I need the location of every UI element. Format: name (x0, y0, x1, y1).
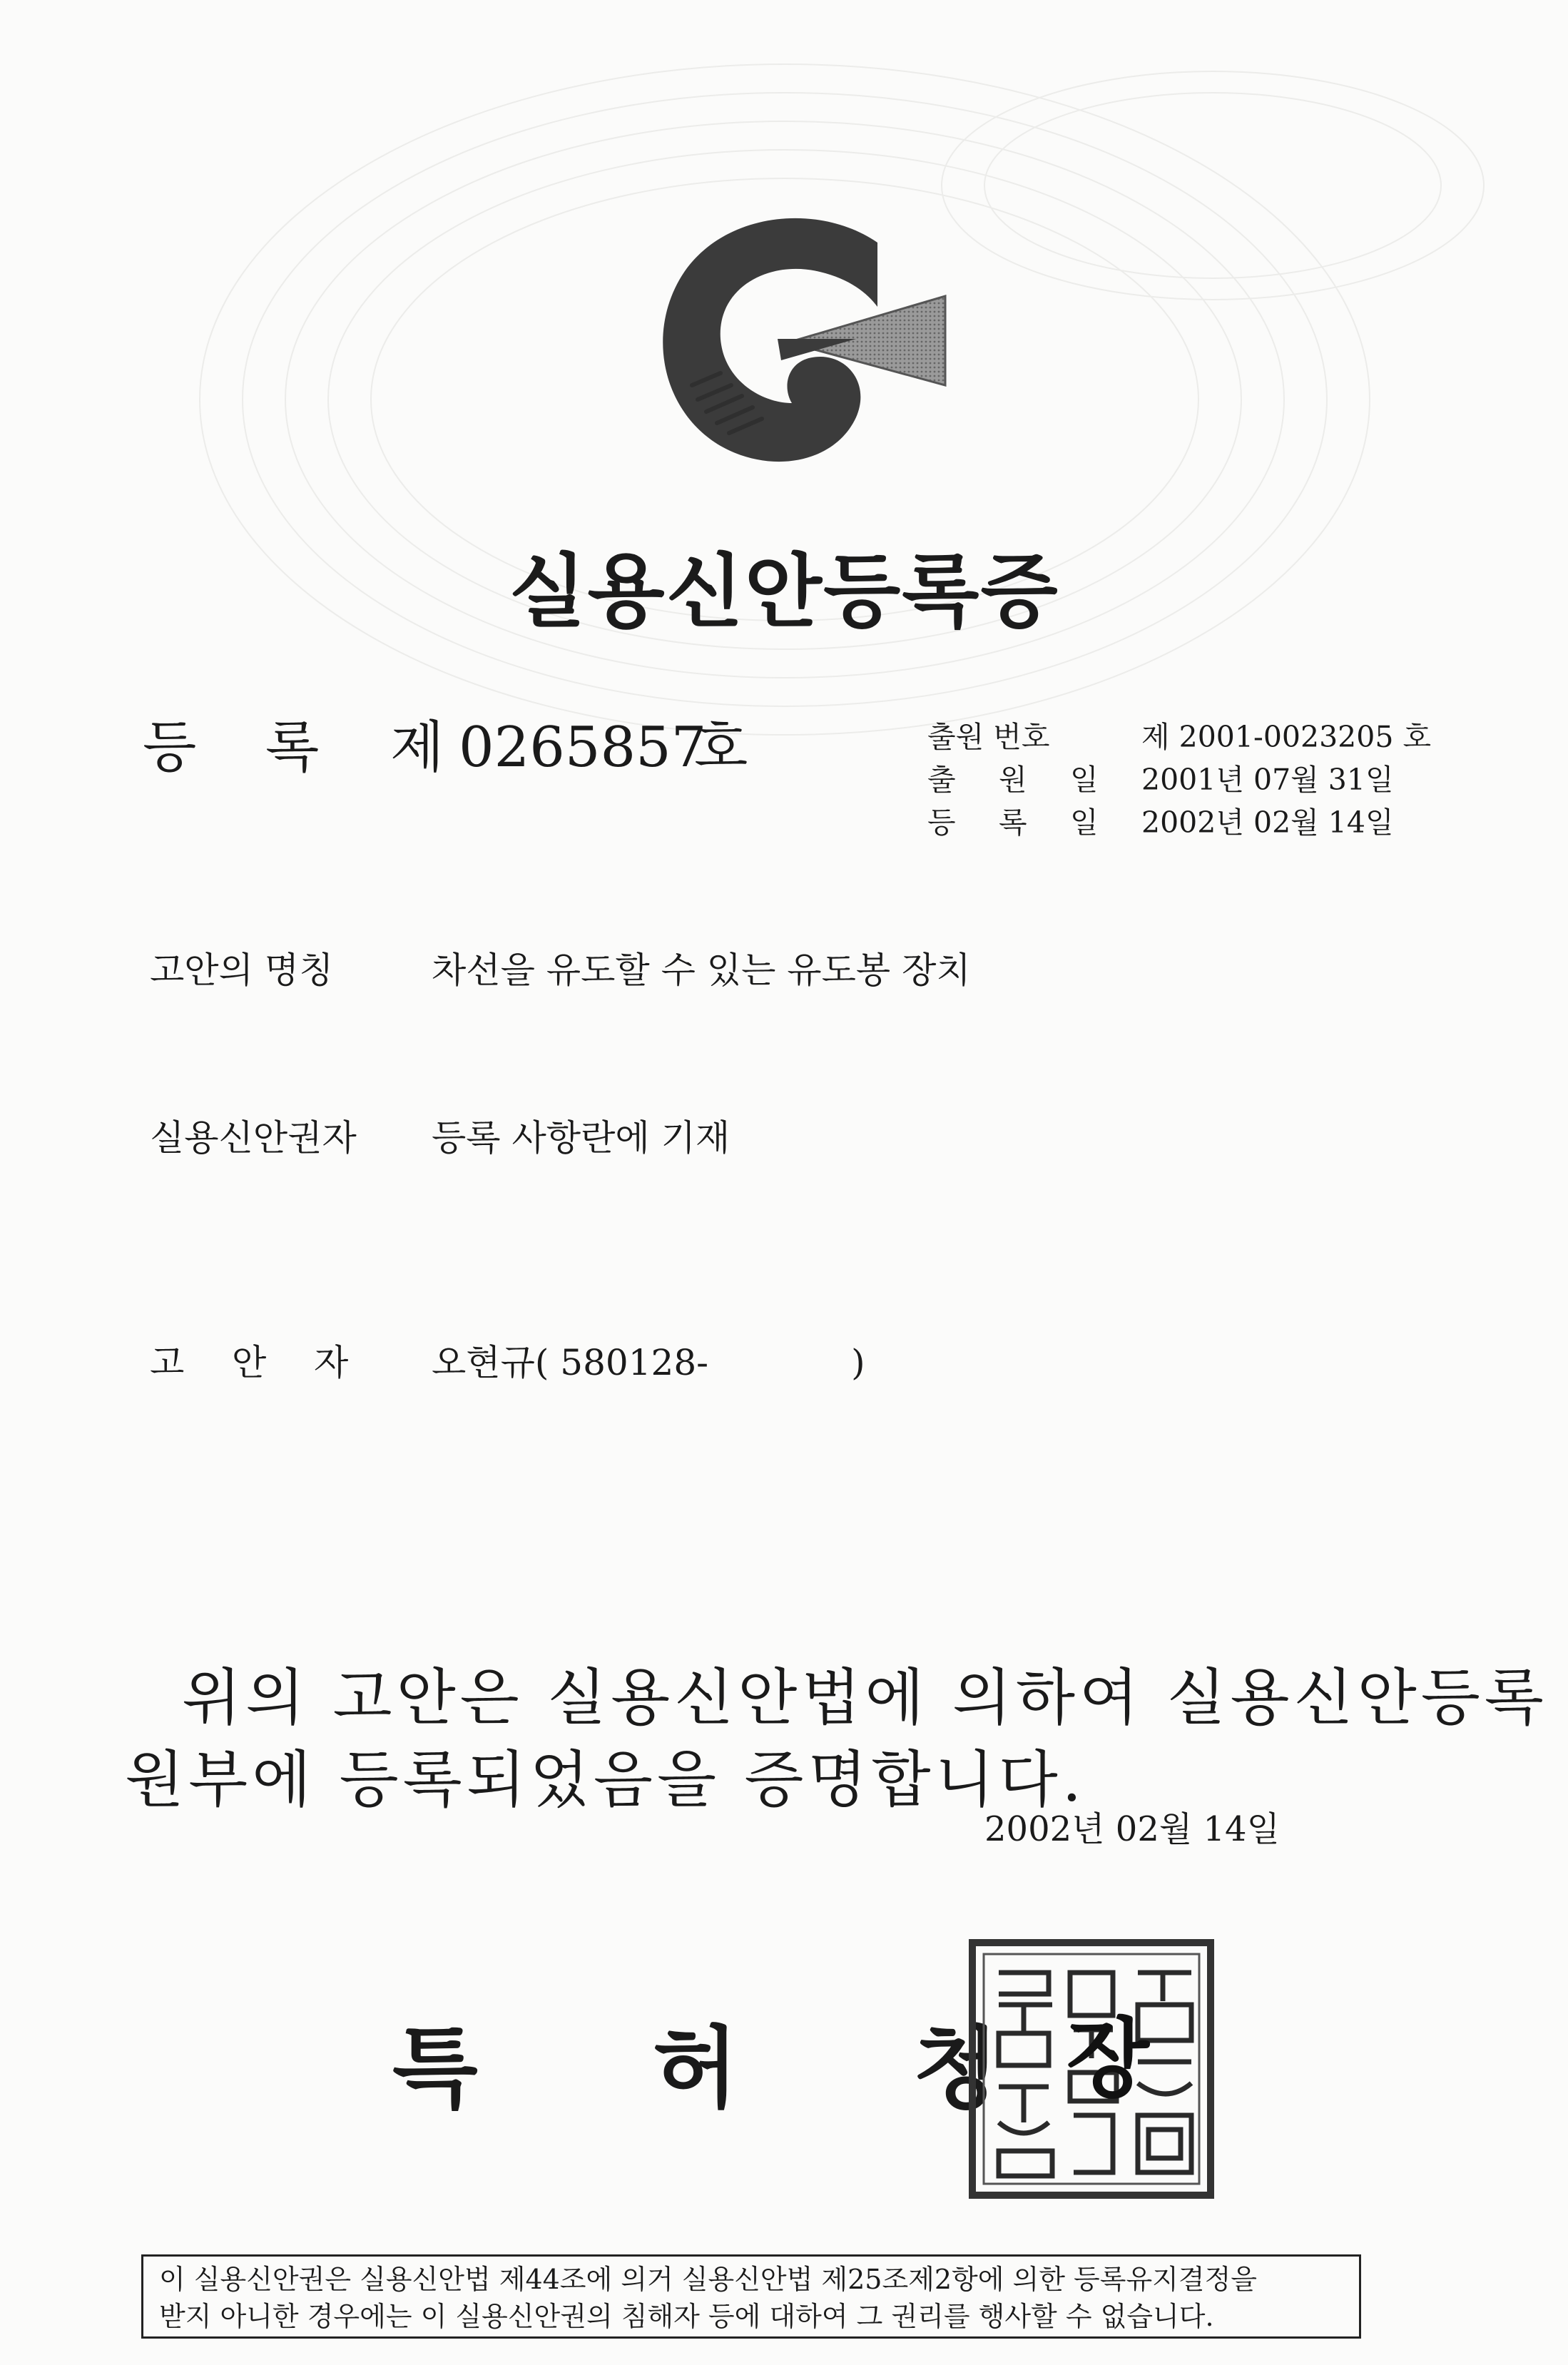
inventor-value: 오현규( 580128- (432, 1342, 709, 1383)
certificate-title: 실용신안등록증 (509, 546, 1059, 639)
certification-statement-line1: 위의 고안은 실용신안법에 의하여 실용신안등록 (182, 1662, 1548, 1734)
device-name-value: 차선을 유도할 수 있는 유도봉 장치 (432, 950, 971, 991)
device-name-label: 고안의 명칭 (150, 950, 334, 991)
rights-holder-value: 등록 사항란에 기재 (432, 1117, 730, 1159)
inventor-close-paren: ) (851, 1342, 865, 1383)
registration-date-label: 등 록 일 (927, 805, 1099, 840)
rights-holder-label: 실용신안권자 (150, 1117, 357, 1159)
application-number-value: 제 2001-0023205 호 (1141, 720, 1432, 754)
legal-notice-line1: 이 실용신안권은 실용신안법 제44조에 의거 실용신안법 제25조제2항에 의한 등록유지결정을 (159, 2264, 1258, 2295)
legal-notice-box (141, 2254, 1361, 2339)
application-date-value: 2001년 07월 31일 (1141, 763, 1394, 797)
certification-statement-line2: 원부에 등록되었음을 증명합니다. (125, 1744, 1086, 1816)
issuer-last-char: 장 (1066, 2010, 1149, 2109)
issuer-name: 특 허 청 (392, 2018, 999, 2120)
inventor-label: 고 안 자 (150, 1342, 349, 1383)
registration-number: 0265857 (459, 716, 707, 780)
registration-number-line (143, 703, 748, 783)
rights-holder-field (150, 1109, 730, 1161)
registration-prefix-char: 록 (265, 716, 320, 780)
inventor-field (150, 1334, 865, 1385)
application-number-label: 출원 번호 (927, 720, 1050, 754)
issue-date: 2002년 02월 14일 (984, 1809, 1280, 1849)
government-emblem-logo (642, 203, 977, 482)
registration-date-value: 2002년 02월 14일 (1141, 805, 1394, 840)
registration-prefix-char: 등 (143, 716, 197, 780)
application-date-row (927, 756, 1394, 798)
device-name-field (150, 942, 971, 993)
registration-prefix-char: 제 (390, 716, 444, 780)
registration-suffix: 호 (694, 716, 748, 780)
registration-date-row (927, 799, 1394, 841)
application-date-label: 출 원 일 (927, 763, 1099, 797)
legal-notice-line2: 받지 아니한 경우에는 이 실용신안권의 침해자 등에 대하여 그 권리를 행사할 수 없습니다. (159, 2301, 1214, 2332)
application-number-row (927, 713, 1431, 756)
